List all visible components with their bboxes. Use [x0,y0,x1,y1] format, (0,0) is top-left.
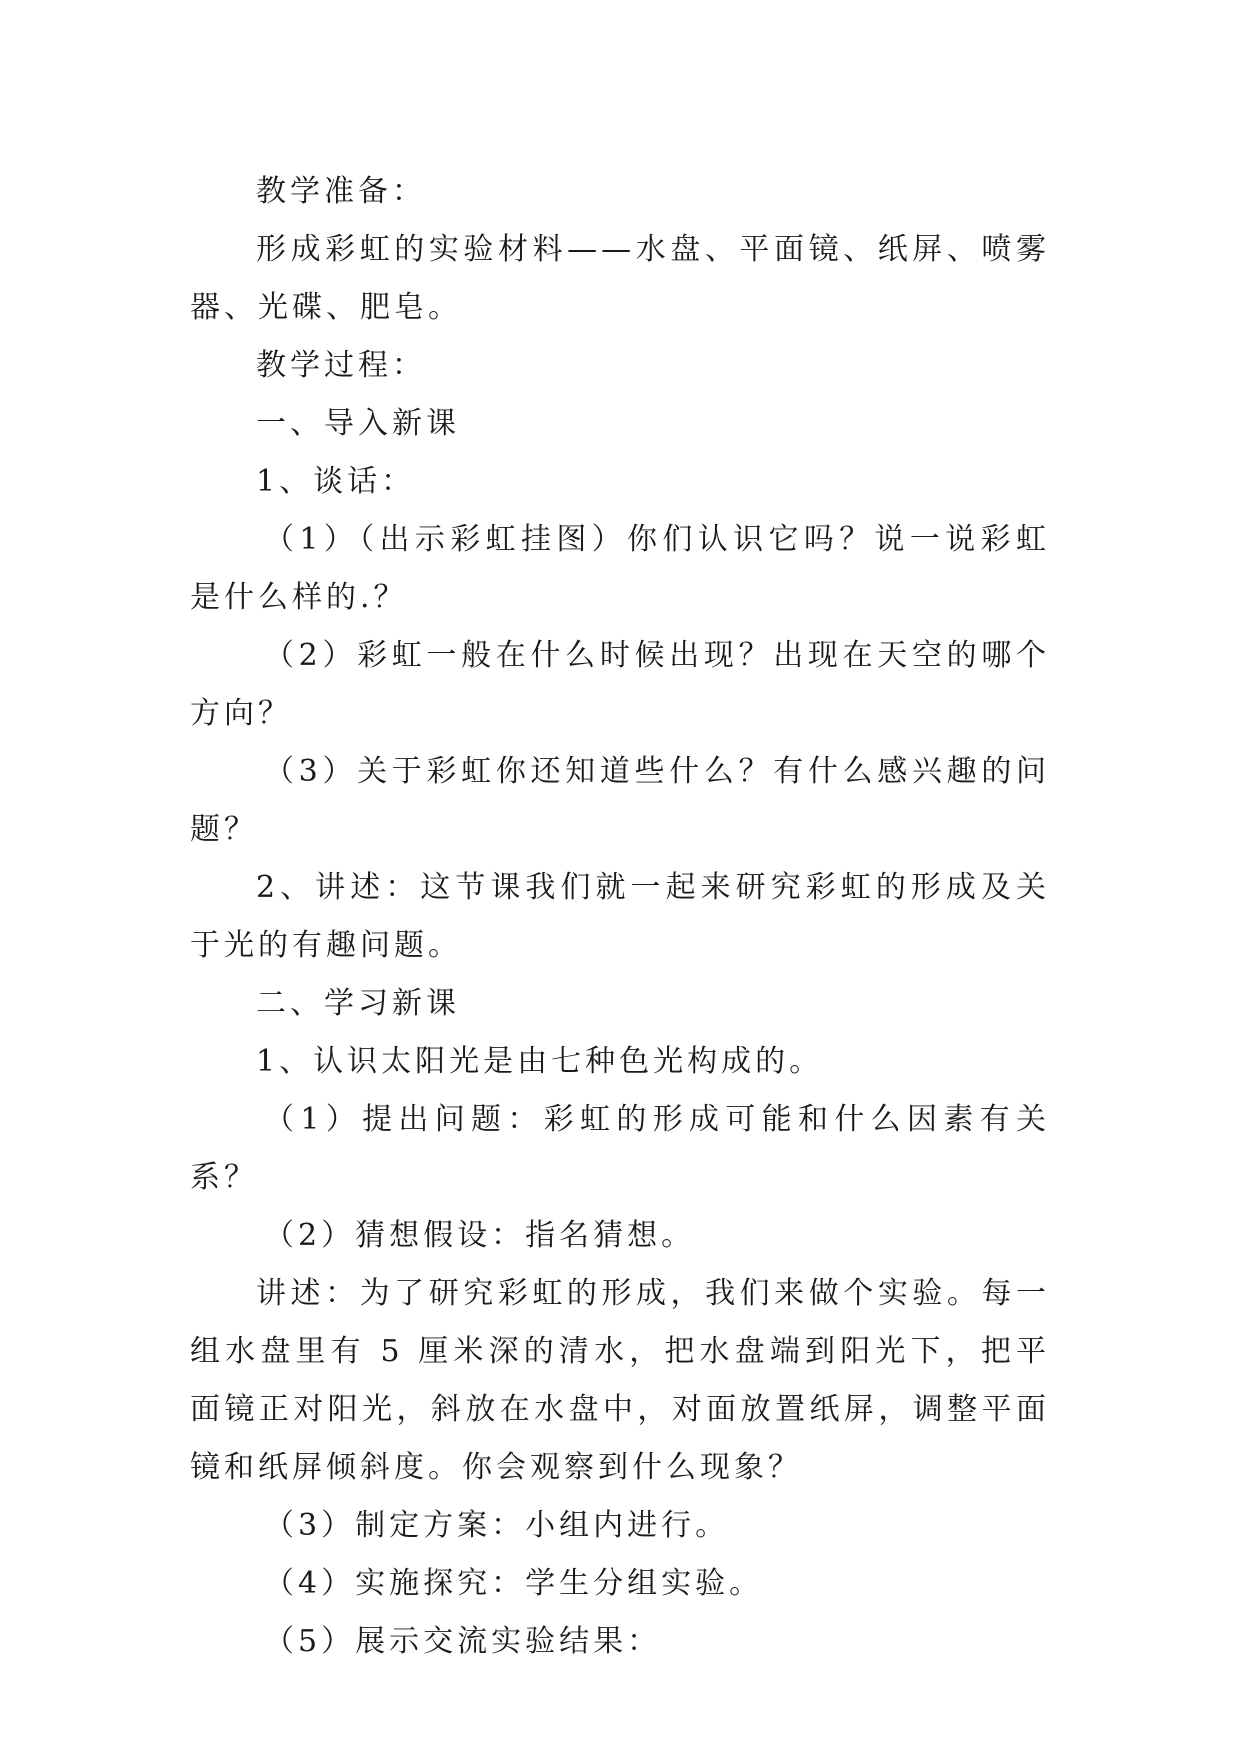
paragraph-experiment-explain: 讲述：为了研究彩虹的形成，我们来做个实验。每一组水盘里有 5 厘米深的清水，把水盘端到阳光下，把平面镜正对阳光，斜放在水盘中，对面放置纸屏，调整平面镜和纸屏倾斜度。你会观察到什么现象？ [190,1276,1050,1485]
section-heading-intro: 一、导入新课 [256,406,460,441]
paragraph-prep-materials: 形成彩虹的实验材料——水盘、平面镜、纸屏、喷雾器、光碟、肥皂。 [190,232,1050,325]
paragraph-process-heading: 教学过程： [256,348,426,383]
paragraph-question-2: （2）彩虹一般在什么时候出现？出现在天空的哪个方向？ [190,638,1050,731]
paragraph-item-sunlight: 1、认识太阳光是由七种色光构成的。 [256,1044,824,1079]
paragraph-step-4: （4）实施探究：学生分组实验。 [264,1566,764,1601]
paragraph-question-1: （1）（出示彩虹挂图）你们认识它吗？说一说彩虹是什么样的.？ [190,522,1050,615]
paragraph-prep-heading: 教学准备： [256,174,426,209]
paragraph-step-3: （3）制定方案：小组内进行。 [264,1508,730,1543]
paragraph-item-talk: 1、谈话： [256,464,416,499]
section-heading-new-lesson: 二、学习新课 [256,986,460,1021]
paragraph-step-5: （5）展示交流实验结果： [264,1624,662,1659]
paragraph-step-1: （1）提出问题：彩虹的形成可能和什么因素有关系？ [190,1102,1050,1195]
document-body [190,163,1050,1671]
paragraph-question-3: （3）关于彩虹你还知道些什么？有什么感兴趣的问题？ [190,754,1050,847]
paragraph-step-2: （2）猜想假设：指名猜想。 [264,1218,696,1253]
paragraph-item-narrate: 2、讲述：这节课我们就一起来研究彩虹的形成及关于光的有趣问题。 [190,870,1050,963]
